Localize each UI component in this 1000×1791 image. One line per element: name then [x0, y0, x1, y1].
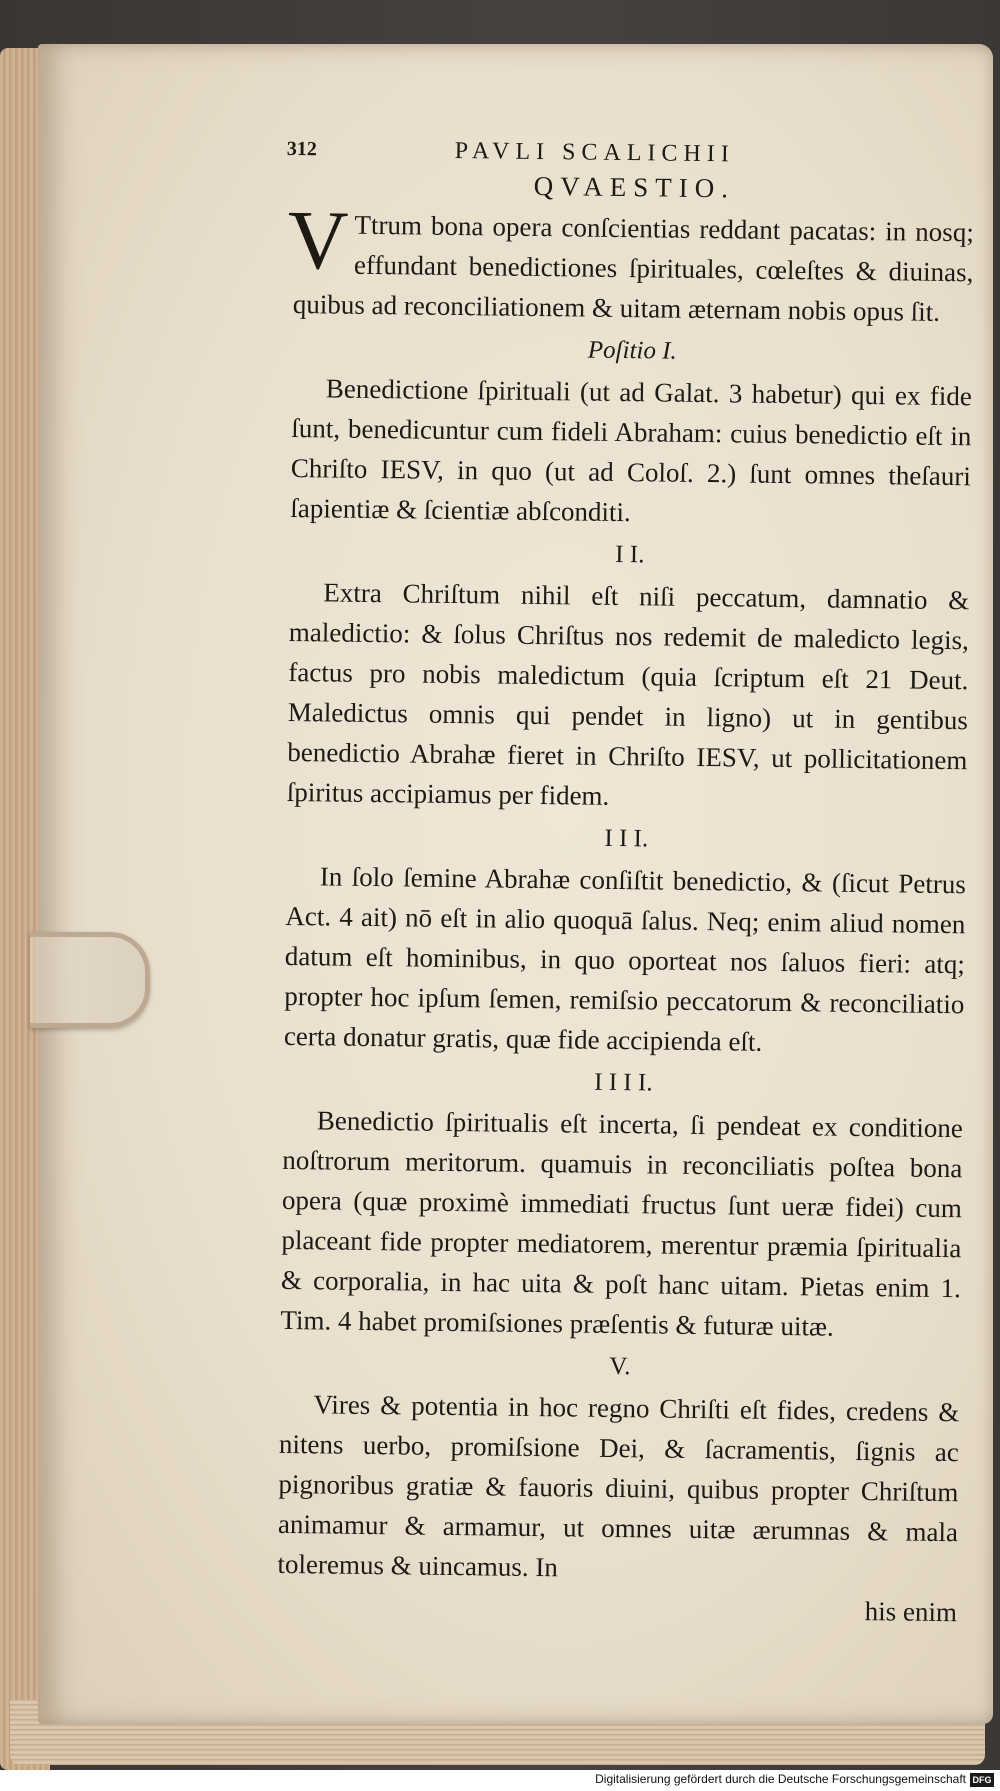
intro-paragraph: [287, 193, 974, 332]
page-clip: [30, 932, 150, 1028]
section-text: Benedictione ſpirituali (ut ad Galat. 3 habetur) qui ex fide ſunt, benedicuntur cum fideli Abraham: cuius benedictio eſt in Chriſto IESV, in quo (ut ad Coloſ. 2.) ſunt omnes theſauri ſapientiæ & ſcientiæ abſconditi.: [290, 373, 972, 528]
section-text: Extra Chriſtum nihil eſt niſi peccatum, damnatio & maledictio: & ſolus Chriſtus nos redemit de maledicto legis, factus pro nobis maledictum (quia ſcriptum eſt 21 Deut. Maledictus omnis qui pendet in ligno) ut in gentibus benedictio Abrahæ fieret in Chriſto IESV, ut pollicitationem ſpiritus accipiamus per fidem.: [286, 577, 970, 811]
catchword: his enim: [864, 1596, 958, 1628]
drop-cap: V: [287, 193, 349, 288]
section-heading: Poſitio I.: [587, 336, 677, 365]
funding-credit: Digitalisierung gefördert durch die Deutsche Forschungsgemeinschaft: [595, 1772, 966, 1786]
section-heading: I I.: [615, 540, 645, 569]
section-text: Benedictio ſpiritualis eſt incerta, ſi pendeat ex conditione noſtrorum meritorum. quamuis in reconciliatis poſtea bona opera (quæ proximè immediati fructus ſunt ueræ fidei) cum placeant fide propter mediatorem, merentur præmia ſpiritualia & corporalia, in hac uita & poſt hanc uitam. Pietas enim 1. Tim. 4 habet promiſsiones præſentis & futuræ uitæ.: [280, 1105, 964, 1342]
section-text: In ſolo ſemine Abrahæ conſiſtit benedictio, & (ſicut Petrus Act. 4 ait) nō eſt in alio quoquā ſalus. Neq; enim aliud nomen datum eſt hominibus, in quo oporteat nos ſaluos fieri: atq; propter hoc ipſum ſemen, remiſsio peccatorum & reconciliatio certa donatur gratis, quæ fide accipienda eſt.: [283, 861, 967, 1057]
dfg-logo-icon: DFG: [970, 1773, 994, 1787]
section-heading: V.: [609, 1352, 631, 1381]
question-title: QVAESTIO.: [533, 170, 736, 204]
section-heading: I I I.: [604, 824, 649, 853]
intro-text: Ttrum bona opera conſcientias reddant pacatas: in nosq; effundant benedictiones ſpirituales, cœleſtes & diuinas, quibus ad reconciliationem & uitam æternam nobis opus ſit.: [292, 209, 974, 327]
digitization-footer: [0, 1770, 1000, 1791]
section-text: Vires & potentia in hoc regno Chriſti eſt fides, credens & nitens uerbo, promiſsione Dei, & ſacramentis, ſignis ac pignoribus gratiæ & fauoris diuini, quibus propter Chriſtum animamur & armamur, ut omnes uitæ ærumnas & mala toleremus & uincamus. In: [277, 1389, 960, 1583]
page-text: [277, 130, 975, 1632]
page-number: 312: [286, 137, 317, 161]
section-heading: I I I I.: [594, 1068, 653, 1097]
running-head: PAVLI SCALICHII: [454, 137, 735, 168]
